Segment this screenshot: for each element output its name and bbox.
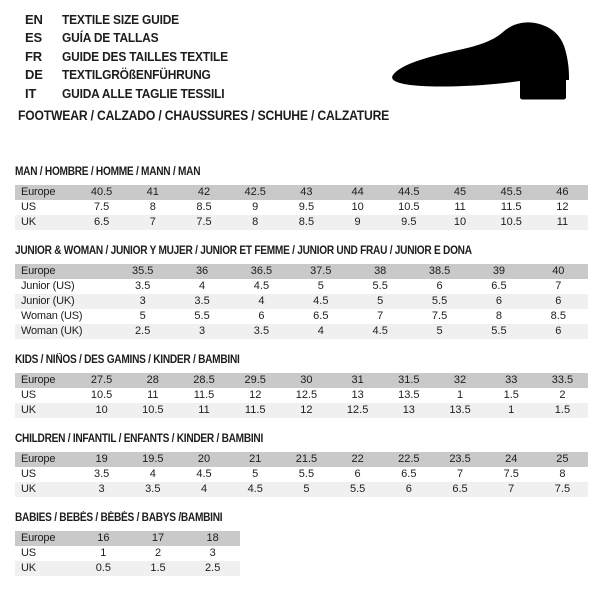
table-row xyxy=(15,388,588,403)
size-cell: 45 xyxy=(453,186,467,198)
size-table-junior-woman xyxy=(15,264,588,339)
section-title: MAN / HOMBRE / HOMME / MANN / MAN xyxy=(15,166,201,178)
size-cell: 5.5 xyxy=(298,468,315,480)
row-label: UK xyxy=(21,483,36,495)
size-cell: 5 xyxy=(317,280,324,292)
section-children xyxy=(15,433,588,497)
lang-code: FR xyxy=(25,48,42,64)
size-cell: 0.5 xyxy=(95,562,111,574)
size-cell: 11 xyxy=(147,389,159,401)
row-label: Europe xyxy=(21,453,56,465)
size-cell: 8.5 xyxy=(298,216,315,228)
size-cell: 1.5 xyxy=(150,562,166,574)
size-cell: 4.5 xyxy=(196,468,212,480)
row-label: Europe xyxy=(21,186,56,198)
size-cell: 37.5 xyxy=(310,265,332,277)
size-cell: 6 xyxy=(405,483,412,495)
table-row xyxy=(15,482,588,497)
lang-label: GUIDA ALLE TAGLIE TESSILI xyxy=(62,85,225,101)
language-header xyxy=(25,10,242,103)
size-cell: 5 xyxy=(377,295,384,307)
size-cell: 8.5 xyxy=(550,310,566,322)
size-cell: 11 xyxy=(198,404,210,416)
size-cell: 20 xyxy=(197,453,211,465)
row-label: US xyxy=(21,389,36,401)
size-cell: 7.5 xyxy=(503,468,519,480)
size-cell: 38 xyxy=(374,265,387,277)
size-cell: 3.5 xyxy=(145,483,161,495)
size-cell: 28.5 xyxy=(193,374,215,386)
size-cell: 2 xyxy=(559,389,566,401)
size-cell: 12 xyxy=(300,404,313,416)
size-cell: 12.5 xyxy=(346,404,369,416)
row-label: Europe xyxy=(21,374,56,386)
size-cell: 25 xyxy=(556,453,569,465)
size-cell: 12.5 xyxy=(295,389,318,401)
table-row xyxy=(15,279,588,294)
size-cell: 11.5 xyxy=(500,201,522,213)
size-cell: 10 xyxy=(351,201,364,213)
size-cell: 8 xyxy=(559,468,566,480)
lang-label: GUÍA DE TALLAS xyxy=(62,30,159,46)
size-cell: 13 xyxy=(351,389,364,401)
size-cell: 7.5 xyxy=(196,216,212,228)
size-cell: 11.5 xyxy=(244,404,266,416)
size-cell: 5.5 xyxy=(431,295,448,307)
row-label: Woman (UK) xyxy=(21,325,83,337)
row-label: US xyxy=(21,547,36,559)
size-cell: 7 xyxy=(555,280,562,292)
size-cell: 4 xyxy=(149,468,156,480)
size-cell: 44.5 xyxy=(398,186,420,198)
size-cell: 22 xyxy=(351,453,364,465)
size-cell: 35.5 xyxy=(131,265,154,277)
size-cell: 5.5 xyxy=(491,325,507,337)
size-cell: 8 xyxy=(149,201,156,213)
size-cell: 9.5 xyxy=(401,216,417,228)
lang-label: TEXTILGRÖßENFÜHRUNG xyxy=(62,67,211,83)
size-cell: 42 xyxy=(197,186,211,198)
size-cell: 41 xyxy=(146,186,159,198)
size-cell: 7 xyxy=(456,468,464,480)
row-label: Woman (US) xyxy=(21,310,83,322)
row-label: UK xyxy=(21,404,36,416)
table-row xyxy=(15,561,240,576)
size-cell: 8 xyxy=(252,216,259,228)
size-cell: 13.5 xyxy=(449,404,471,416)
size-cell: 3.5 xyxy=(93,468,110,480)
size-cell: 36 xyxy=(195,265,209,277)
size-cell: 10 xyxy=(95,404,108,416)
section-title: BABIES / BEBÉS / BÉBÉS / BABYS /BAMBINI xyxy=(15,512,223,524)
size-cell: 6.5 xyxy=(491,280,507,292)
size-cell: 4.5 xyxy=(247,483,263,495)
size-cell: 7.5 xyxy=(431,310,448,322)
size-cell: 28 xyxy=(146,374,159,386)
size-cell: 6 xyxy=(555,295,562,307)
table-row xyxy=(15,531,240,546)
size-cell: 3.5 xyxy=(253,325,270,337)
table-row xyxy=(15,452,588,467)
lang-line-en xyxy=(25,10,242,29)
table-row xyxy=(15,185,588,200)
size-cell: 1 xyxy=(456,389,464,401)
size-cell: 9 xyxy=(252,201,259,213)
size-cell: 6 xyxy=(495,295,502,307)
row-label: UK xyxy=(21,562,36,574)
size-cell: 3 xyxy=(98,483,105,495)
size-cell: 39 xyxy=(492,265,506,277)
size-cell: 10.5 xyxy=(90,389,113,401)
size-cell: 7 xyxy=(377,310,384,322)
table-row xyxy=(15,373,588,388)
size-cell: 42.5 xyxy=(244,186,266,198)
size-cell: 2 xyxy=(154,547,162,559)
section-title: CHILDREN / INFANTIL / ENFANTS / KINDER / BAMBINI xyxy=(15,433,264,445)
size-cell: 8 xyxy=(495,310,502,322)
size-table-babies xyxy=(15,531,240,576)
size-cell: 31 xyxy=(351,374,364,386)
size-cell: 1 xyxy=(100,547,107,559)
section-babies xyxy=(15,512,588,576)
size-cell: 4 xyxy=(199,280,206,292)
size-cell: 4 xyxy=(258,295,265,307)
size-cell: 9.5 xyxy=(298,201,315,213)
size-cell: 19.5 xyxy=(142,453,164,465)
size-table-children xyxy=(15,452,588,497)
table-row xyxy=(15,324,588,339)
size-cell: 11 xyxy=(556,216,569,228)
size-cell: 6 xyxy=(354,468,361,480)
size-cell: 5.5 xyxy=(194,310,210,322)
row-label: Junior (UK) xyxy=(21,295,75,307)
lang-label: GUIDE DES TAILLES TEXTILE xyxy=(62,48,228,64)
size-cell: 5 xyxy=(436,325,443,337)
size-cell: 4 xyxy=(200,483,208,495)
section-kids xyxy=(15,354,588,418)
lang-line-it xyxy=(25,84,242,103)
size-cell: 6.5 xyxy=(313,310,329,322)
size-cell: 6.5 xyxy=(452,483,468,495)
row-label: US xyxy=(21,201,36,213)
size-cell: 44 xyxy=(351,186,364,198)
size-cell: 11 xyxy=(454,201,466,213)
size-cell: 43 xyxy=(300,186,313,198)
size-cell: 2.5 xyxy=(205,562,221,574)
section-title: KIDS / NIÑOS / DES GAMINS / KINDER / BAMBINI xyxy=(15,354,240,366)
section-man xyxy=(15,166,588,230)
table-row xyxy=(15,264,588,279)
lang-code: DE xyxy=(25,67,43,83)
table-row xyxy=(15,294,588,309)
size-cell: 2.5 xyxy=(135,325,151,337)
size-cell: 6.5 xyxy=(401,468,417,480)
size-cell: 7 xyxy=(149,216,156,228)
size-cell: 40.5 xyxy=(90,186,113,198)
size-cell: 4.5 xyxy=(253,280,270,292)
table-row xyxy=(15,200,588,215)
size-cell: 10 xyxy=(453,216,467,228)
size-cell: 10.5 xyxy=(142,404,164,416)
size-cell: 33 xyxy=(505,374,518,386)
size-cell: 19 xyxy=(95,453,108,465)
table-row xyxy=(15,546,240,561)
table-row xyxy=(15,467,588,482)
row-label: Junior (US) xyxy=(21,280,75,292)
size-cell: 13 xyxy=(402,404,415,416)
size-cell: 11.5 xyxy=(193,389,215,401)
lang-label: TEXTILE SIZE GUIDE xyxy=(62,11,179,27)
lang-line-es xyxy=(25,29,242,48)
size-cell: 1 xyxy=(508,404,515,416)
size-cell: 4.5 xyxy=(372,325,388,337)
size-cell: 3 xyxy=(139,295,146,307)
lang-code: EN xyxy=(25,11,43,27)
row-label: US xyxy=(21,468,36,480)
size-cell: 24 xyxy=(505,453,518,465)
size-cell: 9 xyxy=(354,216,361,228)
size-table-man xyxy=(15,185,588,230)
lang-line-fr xyxy=(25,47,242,66)
size-cell: 4.5 xyxy=(313,295,329,307)
category-title: FOOTWEAR / CALZADO / CHAUSSURES / SCHUHE / CALZATURE xyxy=(18,108,390,123)
lang-line-de xyxy=(25,66,242,85)
size-cell: 4 xyxy=(317,325,324,337)
size-cell: 17 xyxy=(151,532,165,544)
lang-code: IT xyxy=(25,85,37,101)
size-table-kids xyxy=(15,373,588,418)
size-cell: 1.5 xyxy=(503,389,519,401)
size-cell: 1.5 xyxy=(554,404,571,416)
size-cell: 40 xyxy=(552,265,565,277)
size-cell: 12 xyxy=(556,201,569,213)
dress-shoe-icon xyxy=(386,18,586,106)
size-cell: 27.5 xyxy=(90,374,113,386)
size-cell: 6 xyxy=(436,280,443,292)
size-cell: 6 xyxy=(555,325,562,337)
size-cell: 36.5 xyxy=(250,265,273,277)
size-cell: 23.5 xyxy=(449,453,471,465)
table-row xyxy=(15,309,588,324)
table-row xyxy=(15,215,588,230)
size-cell: 22.5 xyxy=(398,453,420,465)
size-cell: 10.5 xyxy=(398,201,420,213)
section-title: JUNIOR & WOMAN / JUNIOR Y MUJER / JUNIOR ET FEMME / JUNIOR UND FRAU / JUNIOR E DONA xyxy=(15,245,472,257)
size-cell: 3.5 xyxy=(135,280,151,292)
size-cell: 6.5 xyxy=(93,216,110,228)
size-cell: 7.5 xyxy=(93,201,110,213)
size-cell: 12 xyxy=(249,389,262,401)
size-cell: 5 xyxy=(252,468,259,480)
size-cell: 18 xyxy=(206,532,219,544)
size-cell: 3.5 xyxy=(194,295,210,307)
size-cell: 7 xyxy=(508,483,515,495)
size-cell: 33.5 xyxy=(551,374,574,386)
section-junior-woman xyxy=(15,245,588,339)
size-cell: 3 xyxy=(209,547,216,559)
size-cell: 45.5 xyxy=(500,186,522,198)
size-cell: 8.5 xyxy=(196,201,212,213)
size-cell: 30 xyxy=(300,374,313,386)
size-cell: 7.5 xyxy=(554,483,571,495)
size-cell: 5 xyxy=(303,483,310,495)
size-cell: 10.5 xyxy=(500,216,522,228)
size-tables xyxy=(15,166,588,591)
row-label: UK xyxy=(21,216,36,228)
size-cell: 31.5 xyxy=(398,374,420,386)
size-cell: 13.5 xyxy=(398,389,420,401)
size-cell: 21 xyxy=(249,453,262,465)
table-row xyxy=(15,403,588,418)
row-label: Europe xyxy=(21,532,56,544)
size-cell: 38.5 xyxy=(428,265,451,277)
size-cell: 5.5 xyxy=(372,280,388,292)
size-cell: 5 xyxy=(139,310,146,322)
size-cell: 3 xyxy=(199,325,206,337)
row-label: Europe xyxy=(21,265,56,277)
size-cell: 5.5 xyxy=(349,483,366,495)
size-cell: 16 xyxy=(97,532,110,544)
lang-code: ES xyxy=(25,30,42,46)
size-cell: 6 xyxy=(258,310,265,322)
size-cell: 32 xyxy=(453,374,467,386)
size-cell: 21.5 xyxy=(295,453,318,465)
size-cell: 29.5 xyxy=(244,374,266,386)
size-cell: 46 xyxy=(556,186,569,198)
